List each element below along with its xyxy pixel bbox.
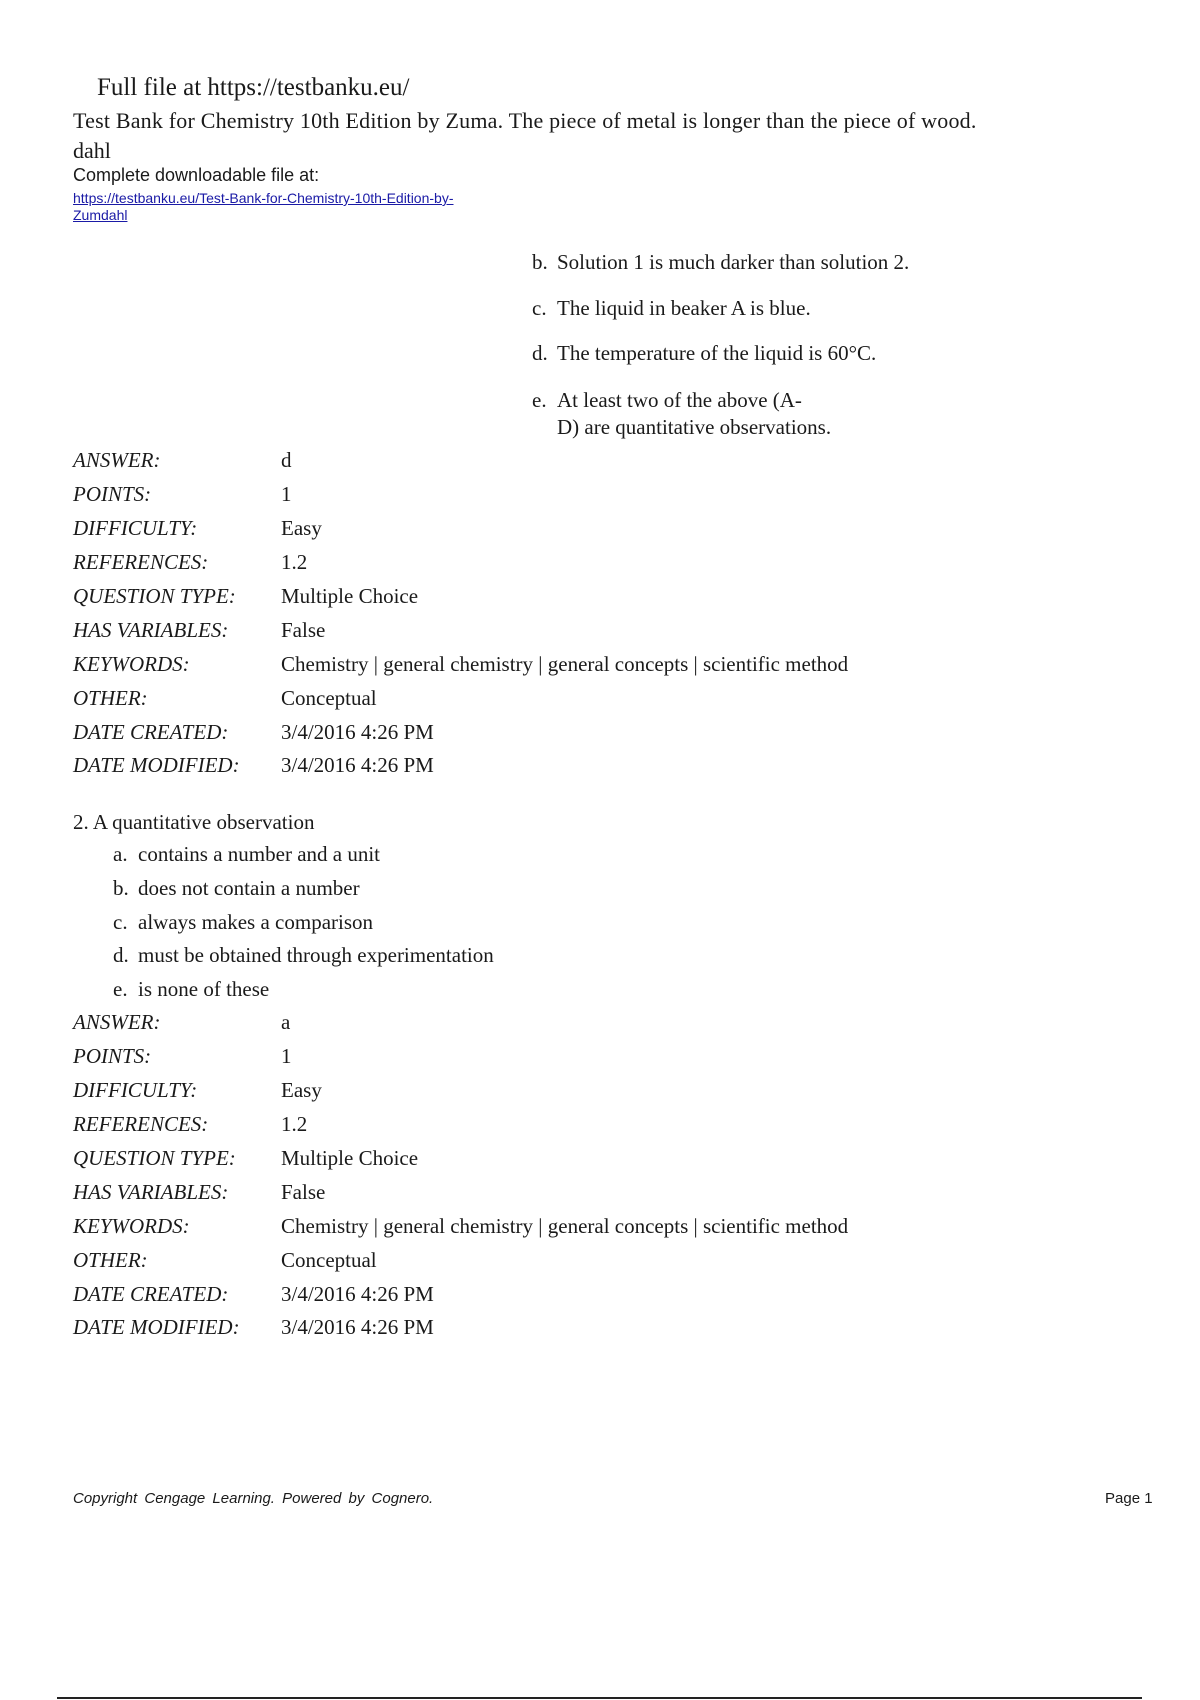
meta-value: 3/4/2016 4:26 PM [281, 753, 434, 777]
meta-row-date-modified [73, 753, 1073, 783]
download-link[interactable]: https://testbanku.eu/Test-Bank-for-Chemistry-10th-Edition-by- [73, 190, 454, 206]
meta-row-difficulty [73, 1078, 1073, 1108]
q1-choice-c [532, 296, 811, 321]
meta-row-question-type [73, 1146, 1073, 1176]
meta-key: HAS VARIABLES: [73, 1180, 229, 1204]
meta-key: REFERENCES: [73, 550, 209, 574]
q1-choice-d [532, 341, 876, 366]
choice-label: c. [113, 910, 128, 934]
choice-label: c. [532, 296, 547, 320]
meta-row-date-modified [73, 1315, 1073, 1345]
meta-value: 1.2 [281, 1112, 308, 1136]
meta-value: Multiple Choice [281, 1146, 419, 1170]
meta-key: DATE CREATED: [73, 720, 229, 744]
q1-choice-b [532, 250, 909, 275]
meta-value: False [281, 618, 326, 642]
meta-value: Chemistry | general chemistry | general concepts | scientific method [281, 652, 849, 676]
meta-value: Conceptual [281, 686, 377, 710]
meta-key: POINTS: [73, 482, 152, 506]
q2-choice-a [113, 842, 380, 867]
meta-key: REFERENCES: [73, 1112, 209, 1136]
download-link-continuation[interactable]: Zumdahl [73, 207, 128, 223]
choice-text: contains a number and a unit [138, 842, 381, 866]
choice-label: a. [113, 842, 128, 866]
meta-row-answer [73, 1010, 1073, 1040]
choice-text: is none of these [138, 977, 270, 1001]
meta-row-points [73, 482, 1073, 512]
q2-choice-b [113, 876, 360, 901]
meta-row-references [73, 1112, 1073, 1142]
meta-key: OTHER: [73, 686, 148, 710]
choice-text: The temperature of the liquid is 60°C. [557, 341, 877, 365]
footer-page-number: Page 1 [1105, 1490, 1153, 1507]
meta-key: HAS VARIABLES: [73, 618, 229, 642]
meta-key: DATE MODIFIED: [73, 753, 240, 777]
meta-value: 3/4/2016 4:26 PM [281, 1315, 434, 1339]
meta-value: 3/4/2016 4:26 PM [281, 720, 434, 744]
meta-value: Easy [281, 516, 322, 540]
meta-key: DATE MODIFIED: [73, 1315, 240, 1339]
footer-copyright: Copyright Cengage Learning. Powered by Cognero. [73, 1490, 434, 1507]
meta-key: ANSWER: [73, 1010, 161, 1034]
meta-key: KEYWORDS: [73, 652, 190, 676]
q2-choice-c [113, 910, 373, 935]
choice-text: does not contain a number [138, 876, 360, 900]
meta-value: False [281, 1180, 326, 1204]
choice-text: Solution 1 is much darker than solution 2. [557, 250, 910, 274]
meta-value: Multiple Choice [281, 584, 419, 608]
download-label: Complete downloadable file at: [73, 165, 320, 185]
meta-key: QUESTION TYPE: [73, 1146, 236, 1170]
meta-value: Easy [281, 1078, 322, 1102]
q2-choice-e [113, 977, 269, 1002]
choice-text: At least two of the above (A- [557, 388, 802, 412]
q2-stem: 2. A quantitative observation [73, 810, 315, 834]
choice-label: e. [532, 388, 547, 412]
document-title: Test Bank for Chemistry 10th Edition by Zuma. The piece of metal is longer than the piece of wood. [73, 108, 977, 133]
meta-value: 1 [281, 482, 292, 506]
meta-value: 1 [281, 1044, 292, 1068]
q1-choice-e-continuation: D) are quantitative observations. [557, 415, 832, 439]
meta-value: 1.2 [281, 550, 308, 574]
meta-row-date-created [73, 720, 1073, 750]
meta-row-other [73, 686, 1073, 716]
meta-value: Chemistry | general chemistry | general concepts | scientific method [281, 1214, 849, 1238]
q2-choice-d [113, 943, 494, 968]
meta-row-keywords [73, 652, 1073, 682]
meta-row-has-variables [73, 1180, 1073, 1210]
meta-key: DIFFICULTY: [73, 516, 198, 540]
choice-label: b. [113, 876, 129, 900]
meta-row-date-created [73, 1282, 1073, 1312]
meta-row-references [73, 550, 1073, 580]
meta-row-difficulty [73, 516, 1073, 546]
meta-key: ANSWER: [73, 448, 161, 472]
meta-value: 3/4/2016 4:26 PM [281, 1282, 434, 1306]
meta-key: QUESTION TYPE: [73, 584, 236, 608]
choice-label: b. [532, 250, 548, 274]
meta-value: Conceptual [281, 1248, 377, 1272]
meta-value: a [281, 1010, 291, 1034]
meta-value: d [281, 448, 292, 472]
meta-key: DIFFICULTY: [73, 1078, 198, 1102]
choice-text: always makes a comparison [138, 910, 374, 934]
meta-row-keywords [73, 1214, 1073, 1244]
meta-row-answer [73, 448, 1073, 478]
choice-label: e. [113, 977, 128, 1001]
choice-label: d. [113, 943, 129, 967]
meta-key: POINTS: [73, 1044, 152, 1068]
meta-row-has-variables [73, 618, 1073, 648]
meta-key: OTHER: [73, 1248, 148, 1272]
choice-text: must be obtained through experimentation [138, 943, 494, 967]
meta-key: KEYWORDS: [73, 1214, 190, 1238]
page-bottom-divider [57, 1697, 1142, 1699]
meta-row-points [73, 1044, 1073, 1074]
meta-key: DATE CREATED: [73, 1282, 229, 1306]
choice-text: The liquid in beaker A is blue. [557, 296, 811, 320]
choice-label: d. [532, 341, 548, 365]
meta-row-other [73, 1248, 1073, 1278]
document-title-continuation: dahl [73, 138, 111, 163]
q1-choice-e [532, 388, 802, 413]
meta-row-question-type [73, 584, 1073, 614]
full-file-link-text: Full file at https://testbanku.eu/ [97, 74, 410, 101]
